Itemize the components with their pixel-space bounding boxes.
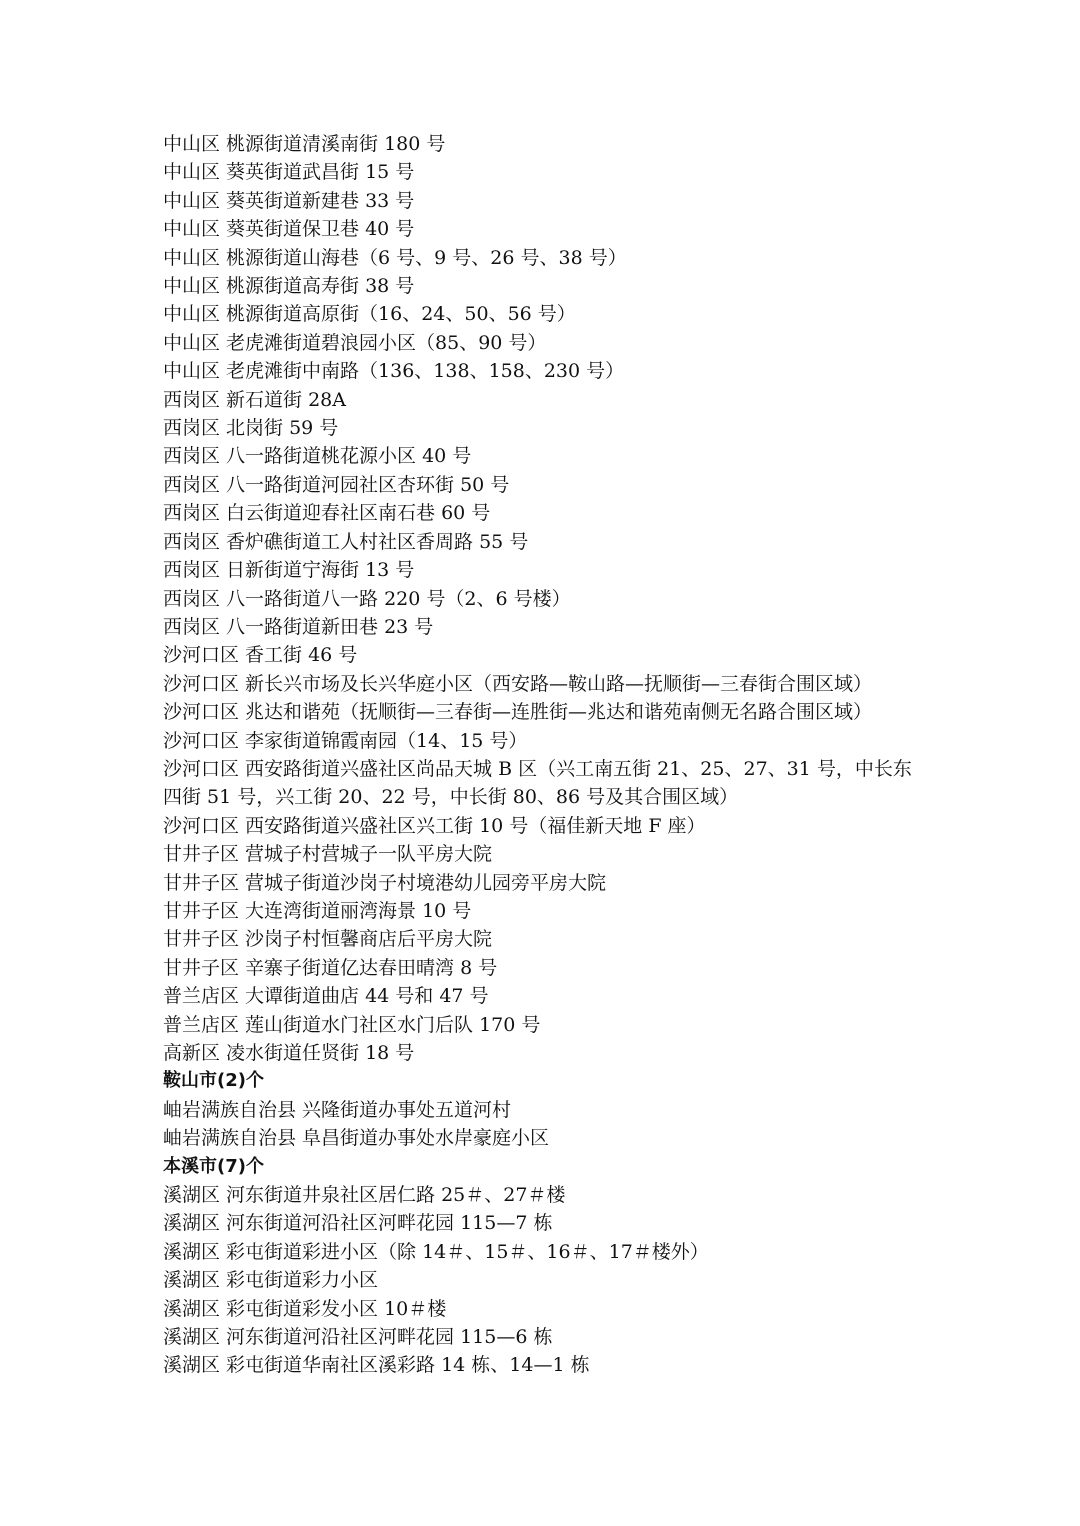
address-line: 甘井子区 营城子街道沙岗子村境港幼儿园旁平房大院 <box>163 871 607 894</box>
address-line: 普兰店区 大谭街道曲店 44 号和 47 号 <box>163 985 489 1008</box>
address-line: 甘井子区 辛寨子街道亿达春田晴湾 8 号 <box>163 956 498 979</box>
address-line: 中山区 老虎滩街中南路（136、138、158、230 号） <box>163 360 625 383</box>
address-line: 高新区 凌水街道任贤街 18 号 <box>163 1042 415 1064</box>
address-line: 中山区 桃源街道山海巷（6 号、9 号、26 号、38 号） <box>163 246 627 269</box>
address-line: 溪湖区 河东街道河沿社区河畔花园 115—7 栋 <box>163 1212 553 1235</box>
address-line: 沙河口区 西安路街道兴盛社区兴工街 10 号（福佳新天地 F 座） <box>163 814 706 837</box>
address-line: 中山区 葵英街道新建巷 33 号 <box>163 189 415 212</box>
address-line: 西岗区 日新街道宁海街 13 号 <box>163 559 415 582</box>
address-line: 中山区 葵英街道保卫巷 40 号 <box>163 218 415 241</box>
address-line: 西岗区 新石道街 28A <box>163 388 346 411</box>
address-line: 中山区 桃源街道清溪南街 180 号 <box>163 133 446 155</box>
address-line: 西岗区 白云街道迎春社区南石巷 60 号 <box>163 502 491 525</box>
address-line: 岫岩满族自治县 兴隆街道办事处五道河村 <box>163 1098 512 1121</box>
address-line: 沙河口区 西安路街道兴盛社区尚品天城 B 区（兴工南五街 21、25、27、31 号，中长东四街 51 号，兴工街 20、22 号，中长街 80、86 号及其合围区域） <box>163 757 912 809</box>
address-line: 溪湖区 彩屯街道彩进小区（除 14＃、15＃、16＃、17＃楼外） <box>163 1240 709 1263</box>
address-line: 西岗区 八一路街道河园社区杏环街 50 号 <box>163 473 510 496</box>
city-heading: 本溪市(7)个 <box>163 1155 264 1177</box>
address-line: 沙河口区 香工街 46 号 <box>163 644 358 667</box>
address-line: 溪湖区 河东街道井泉社区居仁路 25＃、27＃楼 <box>163 1184 566 1207</box>
address-line: 甘井子区 沙岗子村恒馨商店后平房大院 <box>163 928 493 951</box>
address-line: 西岗区 八一路街道新田巷 23 号 <box>163 615 434 638</box>
address-line: 溪湖区 彩屯街道彩力小区 <box>163 1269 379 1292</box>
address-line: 溪湖区 河东街道河沿社区河畔花园 115—6 栋 <box>163 1326 553 1349</box>
address-line: 西岗区 北岗街 59 号 <box>163 417 339 440</box>
address-line: 沙河口区 李家街道锦霞南园（14、15 号） <box>163 729 528 752</box>
address-line: 溪湖区 彩屯街道彩发小区 10＃楼 <box>163 1297 447 1320</box>
address-line: 西岗区 八一路街道桃花源小区 40 号 <box>163 445 472 468</box>
address-line: 岫岩满族自治县 阜昌街道办事处水岸豪庭小区 <box>163 1127 550 1150</box>
address-line: 中山区 桃源街道高原街（16、24、50、56 号） <box>163 303 576 326</box>
address-line: 中山区 葵英街道武昌街 15 号 <box>163 161 415 184</box>
address-line: 甘井子区 营城子村营城子一队平房大院 <box>163 843 493 866</box>
address-line: 沙河口区 新长兴市场及长兴华庭小区（西安路—鞍山路—抚顺街—三春街合围区域） <box>163 672 873 695</box>
address-line: 西岗区 八一路街道八一路 220 号（2、6 号楼） <box>163 587 571 610</box>
address-line: 中山区 老虎滩街道碧浪园小区（85、90 号） <box>163 331 547 354</box>
address-line: 普兰店区 莲山街道水门社区水门后队 170 号 <box>163 1013 541 1036</box>
address-line: 溪湖区 彩屯街道华南社区溪彩路 14 栋、14—1 栋 <box>163 1354 590 1377</box>
address-line: 沙河口区 兆达和谐苑（抚顺街—三春街—连胜街—兆达和谐苑南侧无名路合围区域） <box>163 701 873 724</box>
address-line: 西岗区 香炉礁街道工人村社区香周路 55 号 <box>163 530 529 553</box>
city-heading: 鞍山市(2)个 <box>163 1070 264 1092</box>
address-list <box>163 130 923 1380</box>
address-line: 中山区 桃源街道高寿街 38 号 <box>163 275 415 298</box>
address-line: 甘井子区 大连湾街道丽湾海景 10 号 <box>163 899 472 922</box>
